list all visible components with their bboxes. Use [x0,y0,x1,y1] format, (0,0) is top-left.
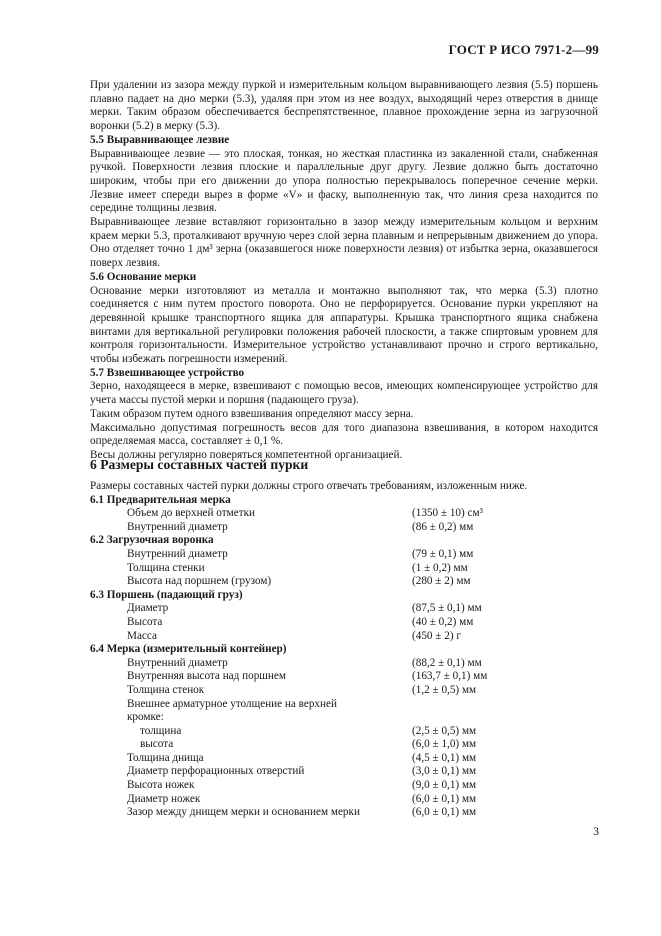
spec-value: (1350 ± 10) см³ [412,507,483,520]
section-5-5-paragraph-1: Выравнивающее лезвие — это плоская, тонкая, но жесткая пластинка из закаленной стали, снабженная ручкой. Поверхности лезвия плоские и параллельные друг другу. Лезвие должно быть достаточно широким, чтобы при его движении до упора полностью перекрывалось поперечное сечение мерки. Лезвие имеет спереди вырез в форме «V» и фаску, выполненную так, что линия среза находится по середине толщины лезвия. [90,147,598,215]
spec-row [90,507,598,521]
section-6-3-rows [90,602,598,643]
spec-name: Внутренний диаметр [127,547,228,560]
spec-name: Толщина днища [127,751,204,764]
spec-name: Внутренний диаметр [127,520,228,533]
spec-value: (86 ± 0,2) мм [412,520,474,533]
section-6-2-rows [90,548,598,589]
spec-name: Толщина стенок [127,683,205,696]
bead-label-line-2: кромке: [127,711,164,724]
spec-name: Внутренняя высота над поршнем [127,670,286,683]
spec-value: (6,0 ± 0,1) мм [412,806,477,819]
spec-name: Высота [127,615,163,628]
spec-row [90,752,598,766]
spec-row [90,521,598,535]
spec-row [90,602,598,616]
spec-value: (6,0 ± 0,1) мм [412,792,477,805]
section-6-1-title: 6.1 Предварительная мерка [90,493,231,506]
spec-row [90,684,598,698]
spec-value: (4,5 ± 0,1) мм [412,751,477,764]
spec-row [90,670,598,684]
section-6-2-title: 6.2 Загрузочная воронка [90,534,214,547]
spec-row [90,630,598,644]
spec-row [90,806,598,820]
spec-value: (163,7 ± 0,1) мм [412,670,488,683]
spec-row [90,793,598,807]
section-6-title: 6 Размеры составных частей пурки [90,457,309,472]
section-5-7-paragraph-1: Зерно, находящееся в мерке, взвешивают с помощью весов, имеющих компенсирующее устройство для учета массы пустой мерки и поршня (падающего груза). [90,380,598,407]
body-text-top [90,79,598,463]
section-6-4-title: 6.4 Мерка (измерительный контейнер) [90,643,287,656]
spec-value: (1,2 ± 0,5) мм [412,683,477,696]
spec-value: (6,0 ± 1,0) мм [412,738,477,751]
section-5-7-paragraph-3: Максимально допустимая погрешность весов для того диапазона взвешивания, в котором находится определяемая масса, составляет ± 0,1 %. [90,421,598,448]
spec-name: высота [140,738,174,751]
spec-row [90,616,598,630]
bead-label-line-1: Внешнее арматурное утолщение на верхней [127,697,337,710]
spec-name: Зазор между днищем мерки и основанием мерки [127,806,360,819]
intro-paragraph: При удалении из зазора между пуркой и измерительным кольцом выравнивающего лезвия (5.5) поршень плавно падает на дно мерки (5.3), удаляя при этом из нее воздух, выходящий через отверстия в днище мерки. Таким образом обеспечивается беспрепятственное, плавное прохождение зерна из загрузочной воронки (5.2) в мерку (5.3). [90,79,598,133]
spec-name: Толщина стенки [127,561,205,574]
spec-value: (40 ± 0,2) мм [412,615,474,628]
section-5-7-paragraph-2: Таким образом путем одного взвешивания определяют массу зерна. [90,407,414,420]
spec-row [90,738,598,752]
spec-name: Диаметр перфорационных отверстий [127,765,305,778]
bead-label-row-2 [90,711,598,725]
section-5-6-title: 5.6 Основание мерки [90,270,197,283]
spec-value: (88,2 ± 0,1) мм [412,656,482,669]
section-5-6-paragraph-1: Основание мерки изготовляют из металла и монтажно выполняют так, что мерка (5.3) плотно соединяется с ним путем простого поворота. Оно не перфорируется. Основание пурки укрепляют на деревянной крышке транспортного ящика для аппаратуры. Крышка транспортного ящика снабжена винтами для вертикальной регулировки положения рабочей плоскости, а также спиртовым уровнем для контроля горизонтальности. Измерительное устройство устанавливают прочно и строго вертикально, чтобы избежать погрешности измерений. [90,284,598,366]
section-6-intro: Размеры составных частей пурки должны строго отвечать требованиям, изложенным ниже. [90,480,528,492]
spec-row [90,562,598,576]
spec-value: (2,5 ± 0,5) мм [412,724,477,737]
spec-row [90,575,598,589]
section-5-7-title: 5.7 Взвешивающее устройство [90,366,245,379]
spec-value: (9,0 ± 0,1) мм [412,779,477,792]
spec-row [90,657,598,671]
spec-name: Масса [127,629,157,642]
document-code-header: ГОСТ Р ИСО 7971-2—99 [448,42,599,57]
spec-name: Высота над поршнем (грузом) [127,575,272,588]
section-6-3-title: 6.3 Поршень (падающий груз) [90,588,243,601]
section-5-7-paragraph-4: Весы должны регулярно поверяться компетентной организацией. [90,448,403,461]
spec-name: толщина [140,724,182,737]
spec-value: (3,0 ± 0,1) мм [412,765,477,778]
spec-name: Объем до верхней отметки [127,507,256,520]
bead-label-row [90,698,598,712]
section-6-4-bead-rows [90,725,598,752]
spec-value: (87,5 ± 0,1) мм [412,602,482,615]
section-5-5-title: 5.5 Выравнивающее лезвие [90,133,230,146]
section-6-1-rows [90,507,598,534]
spec-name: Внутренний диаметр [127,656,228,669]
spec-row [90,765,598,779]
spec-value: (79 ± 0,1) мм [412,547,474,560]
spec-name: Диаметр [127,602,169,615]
spec-row [90,548,598,562]
section-6-4-rows-2 [90,752,598,820]
section-5-5-paragraph-2: Выравнивающее лезвие вставляют горизонтально в зазор между измерительным кольцом и верхним краем мерки 5.3, проталкивают вручную через слой зерна плавным и непрерывным движением до упора. Оно отделяет точно 1 дм³ зерна (оказавшегося ниже поверхности лезвия) от избытка зерна, оказавшегося поверх лезвия. [90,216,598,270]
spec-name: Высота ножек [127,779,195,792]
spec-value: (280 ± 2) мм [412,575,471,588]
spec-value: (1 ± 0,2) мм [412,561,468,574]
spec-row [90,725,598,739]
page-number: 3 [593,826,599,838]
spec-row [90,779,598,793]
spec-value: (450 ± 2) г [412,629,461,642]
section-6-4-rows [90,657,598,698]
dimensions-spec [90,480,598,820]
spec-name: Диаметр ножек [127,792,201,805]
